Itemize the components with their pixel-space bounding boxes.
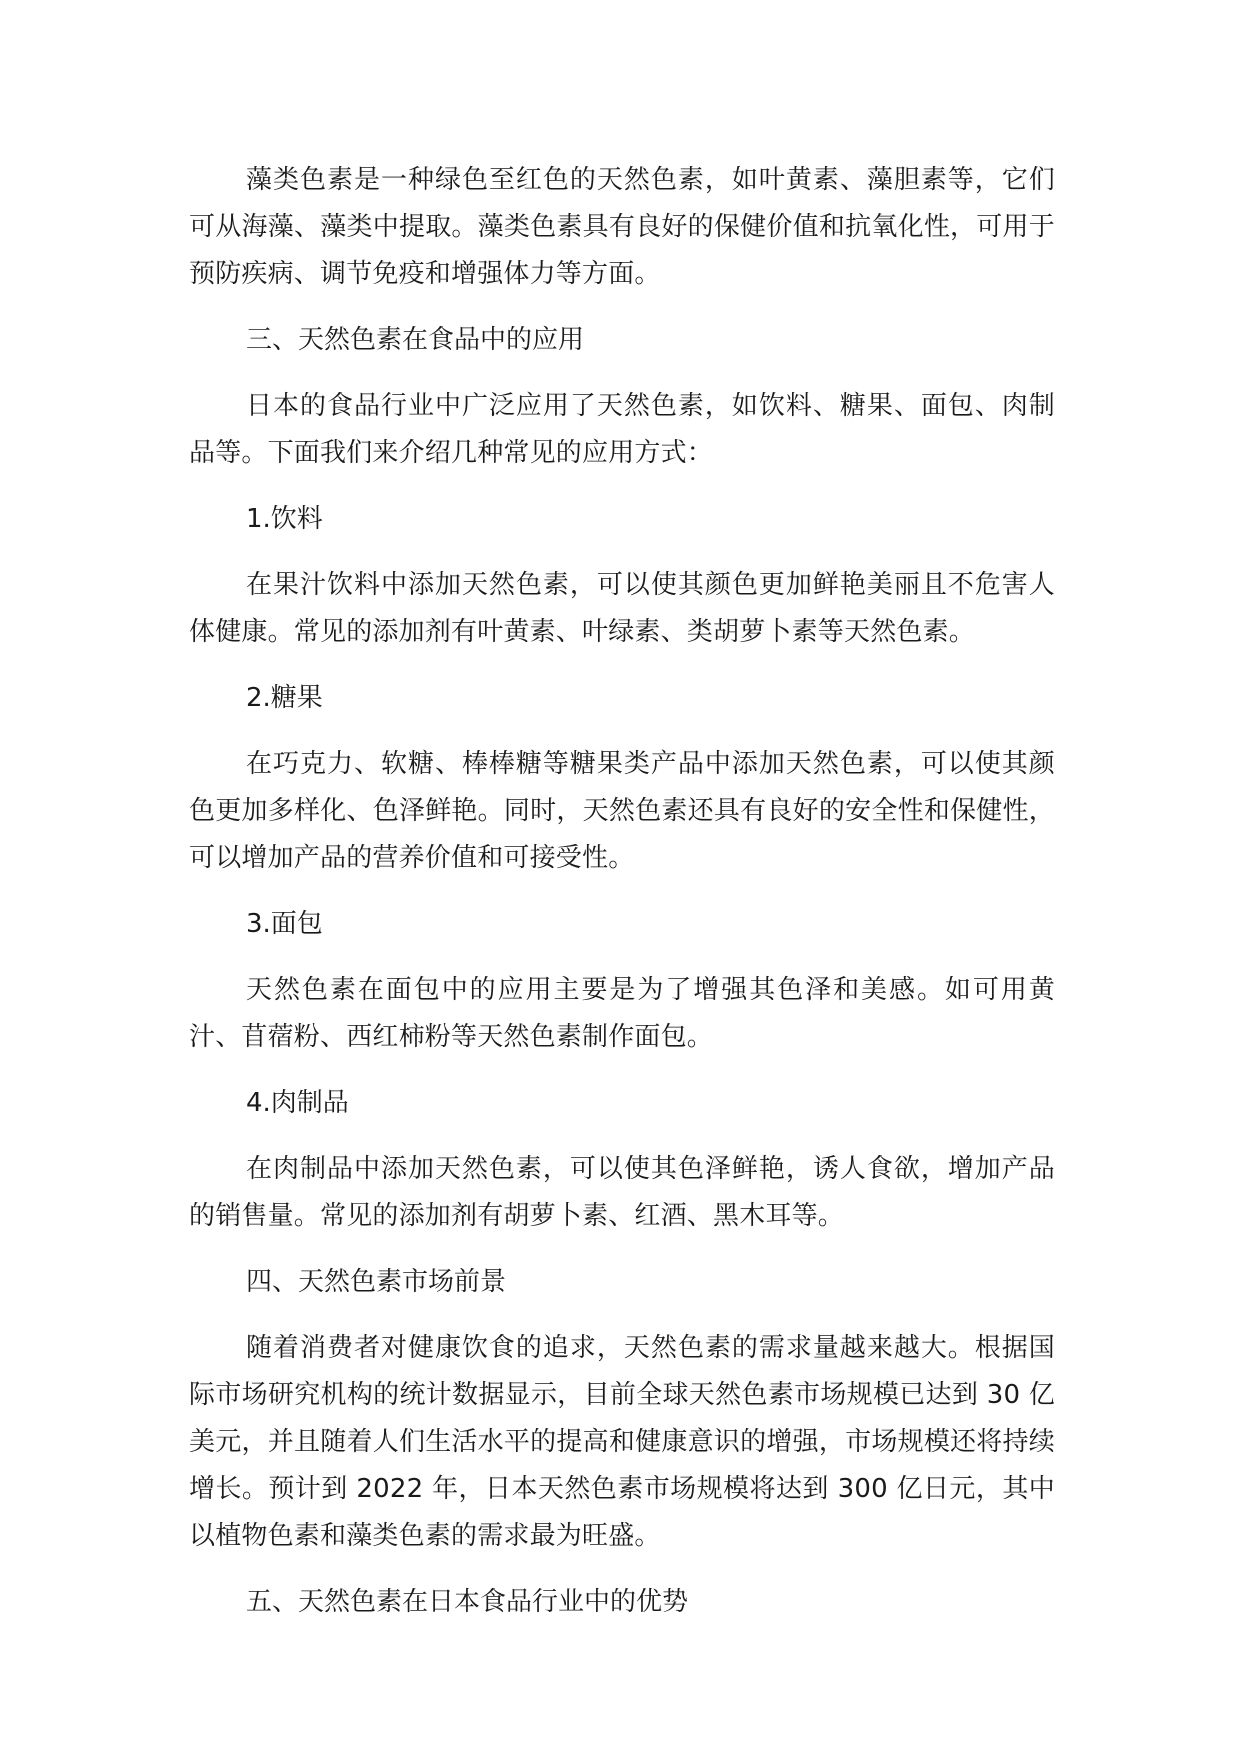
section-heading-5: 五、天然色素在日本食品行业中的优势 (246, 1587, 689, 1617)
document-page (189, 157, 1055, 1645)
paragraph-bread: 天然色素在面包中的应用主要是为了增强其色泽和美感。如可用黄汁、苜蓿粉、西红柿粉等天然色素制作面包。 (189, 975, 1055, 1052)
paragraph-beverages: 在果汁饮料中添加天然色素，可以使其颜色更加鲜艳美丽且不危害人体健康。常见的添加剂有叶黄素、叶绿素、类胡萝卜素等天然色素。 (189, 570, 1055, 647)
paragraph-algae-pigments: 藻类色素是一种绿色至红色的天然色素，如叶黄素、藻胆素等，它们可从海藻、藻类中提取。藻类色素具有良好的保健价值和抗氧化性，可用于预防疾病、调节免疫和增强体力等方面。 (189, 165, 1055, 289)
section-heading-3: 三、天然色素在食品中的应用 (246, 325, 585, 355)
subheading-beverages: 1.饮料 (246, 504, 323, 534)
paragraph-meat-products: 在肉制品中添加天然色素，可以使其色泽鲜艳，诱人食欲，增加产品的销售量。常见的添加剂有胡萝卜素、红酒、黑木耳等。 (189, 1154, 1055, 1231)
paragraph-candy: 在巧克力、软糖、棒棒糖等糖果类产品中添加天然色素，可以使其颜色更加多样化、色泽鲜艳。同时，天然色素还具有良好的安全性和保健性，可以增加产品的营养价值和可接受性。 (189, 749, 1055, 873)
section-heading-4: 四、天然色素市场前景 (246, 1267, 507, 1297)
subheading-bread: 3.面包 (246, 909, 323, 939)
subheading-candy: 2.糖果 (246, 683, 323, 713)
paragraph-market-outlook: 随着消费者对健康饮食的追求，天然色素的需求量越来越大。根据国际市场研究机构的统计数据显示，目前全球天然色素市场规模已达到 30 亿美元，并且随着人们生活水平的提高和健康意识的增强，市场规模还将持续增长。预计到 2022 年，日本天然色素市场规模将达到 300 亿日元，其中以植物色素和藻类色素的需求最为旺盛。 (189, 1333, 1055, 1551)
subheading-meat-products: 4.肉制品 (246, 1088, 349, 1118)
paragraph-food-applications: 日本的食品行业中广泛应用了天然色素，如饮料、糖果、面包、肉制品等。下面我们来介绍几种常见的应用方式： (189, 391, 1055, 468)
